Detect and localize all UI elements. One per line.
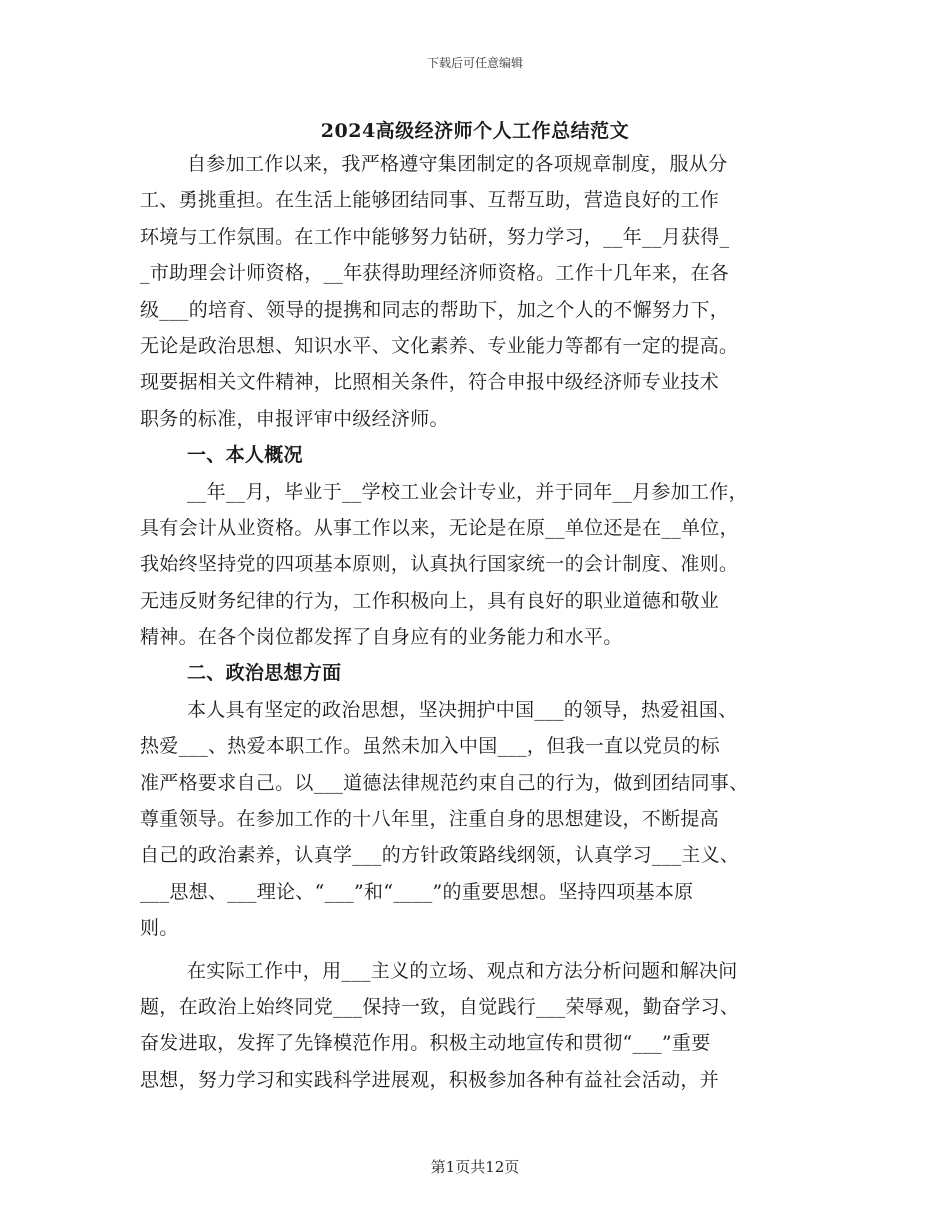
paragraph-line: 则。 (140, 917, 179, 940)
document-title: 2024高级经济师个人工作总结范文 (320, 120, 630, 142)
page-header-note: 下载后可任意编辑 (426, 56, 523, 70)
page-number: 第1页共12页 (430, 1158, 520, 1176)
paragraph-line: 工、勇挑重担。在生活上能够团结同事、互帮互助，营造良好的工作 (140, 189, 720, 212)
paragraph-line: 精神。在各个岗位都发挥了自身应有的业务能力和水平。 (140, 626, 623, 649)
section-heading: 一、本人概况 (187, 444, 303, 467)
paragraph-line: 题，在政治上始终同党___保持一致，自觉践行___荣辱观，勤奋学习、 (140, 995, 740, 1018)
paragraph-line: __年__月，毕业于__学校工业会计专业，并于同年__月参加工作， (187, 480, 748, 503)
paragraph-line: 尊重领导。在参加工作的十八年里，注重自身的思想建设，不断提高 (140, 808, 720, 831)
paragraph-line: 职务的标准，申报评审中级经济师。 (140, 407, 449, 430)
paragraph-line: ___思想、___理论、“___”和“____”的重要思想。坚持四项基本原 (140, 880, 694, 903)
paragraph-line: 我始终坚持党的四项基本原则，认真执行国家统一的会计制度、准则。 (140, 553, 739, 576)
paragraph-line: 无论是政治思想、知识水平、文化素养、专业能力等都有一定的提高。 (140, 334, 739, 357)
section-heading: 二、政治思想方面 (187, 662, 342, 685)
paragraph-line: 奋发进取，发挥了先锋模范作用。积极主动地宣传和贯彻“___”重要 (140, 1032, 711, 1055)
paragraph-line: 无违反财务纪律的行为，工作积极向上，具有良好的职业道德和敬业 (140, 589, 720, 612)
paragraph-line: 在实际工作中，用___主义的立场、观点和方法分析问题和解决问 (187, 959, 738, 982)
paragraph-line: 本人具有坚定的政治思想，坚决拥护中国___的领导，热爱祖国、 (187, 698, 738, 721)
paragraph-line: 级___的培育、领导的提携和同志的帮助下，加之个人的不懈努力下， (140, 298, 730, 321)
document-body (140, 146, 820, 1098)
paragraph-line: 热爱___、热爱本职工作。虽然未加入中国___，但我一直以党员的标 (140, 735, 720, 758)
paragraph-line: 自参加工作以来，我严格遵守集团制定的各项规章制度，服从分 (187, 153, 728, 175)
paragraph-line: 自己的政治素养，认真学___的方针政策路线纲领，认真学习___主义、 (140, 844, 740, 867)
paragraph-line: 现要据相关文件精神，比照相关条件，符合申报中级经济师专业技术 (140, 371, 720, 394)
paragraph-line: 环境与工作氛围。在工作中能够努力钻研，努力学习，__年__月获得_ (140, 225, 730, 248)
paragraph-line: 具有会计从业资格。从事工作以来，无论是在原__单位还是在__单位， (140, 516, 739, 539)
paragraph-line: 思想，努力学习和实践科学进展观，积极参加各种有益社会活动，并 (140, 1068, 720, 1091)
paragraph-line: 准严格要求自己。以___道德法律规范约束自己的行为，做到团结同事、 (140, 771, 749, 794)
paragraph-line: _市助理会计师资格，__年获得助理经济师资格。工作十几年来，在各 (140, 262, 730, 285)
